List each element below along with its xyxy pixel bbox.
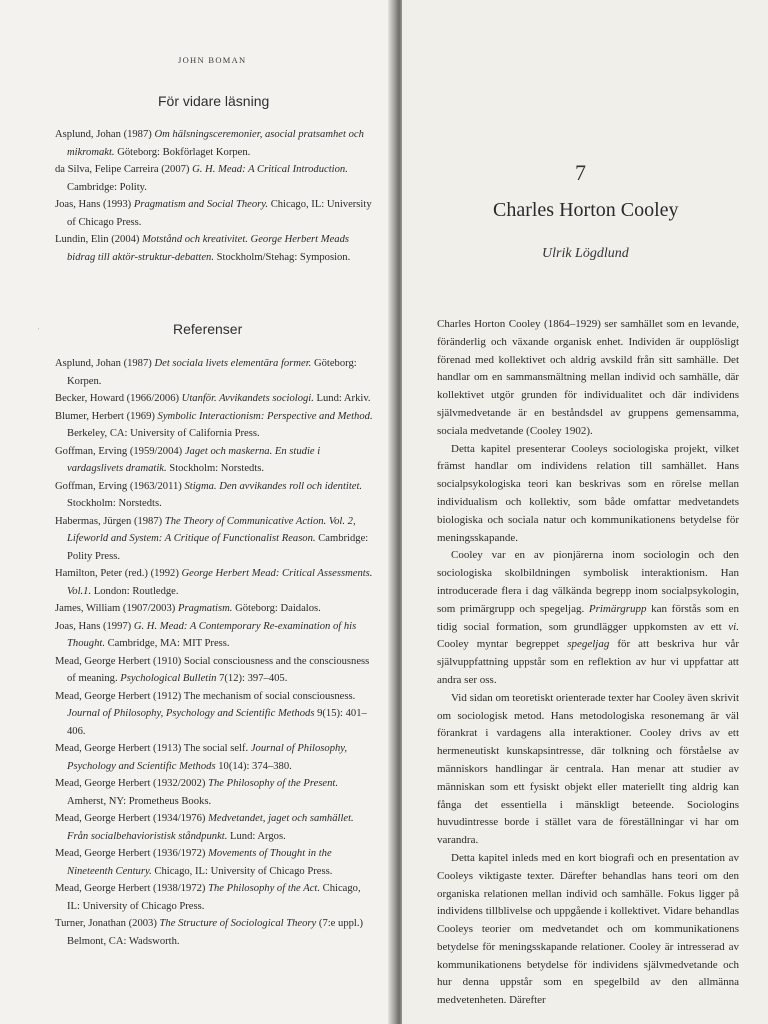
- entry-rest: 9(15): 401–406.: [67, 708, 367, 737]
- entry-rest: London: Routledge.: [91, 585, 179, 597]
- bibliography-entry: [55, 565, 375, 600]
- entry-title: The Theory of Communicative Action. Vol. 2, Lifeworld and System: A Critique of Functionalist Reason.: [67, 515, 356, 544]
- entry-title: Symbolic Interactionism: Perspective and Method.: [157, 410, 373, 422]
- entry-author: Mead, George Herbert (1912) The mechanism of social consciousness.: [55, 690, 356, 702]
- entry-title: Journal of Philosophy, Psychology and Scientific Methods: [67, 743, 348, 772]
- emphasis-term: vi.: [728, 620, 739, 633]
- entry-title: Om hälsningsceremonier, asocial pratsamhet och mikromakt.: [67, 129, 364, 158]
- body-paragraph: [437, 441, 739, 548]
- entry-author: Joas, Hans (1997): [55, 620, 134, 632]
- body-paragraph: [437, 547, 739, 689]
- entry-author: Joas, Hans (1993): [55, 199, 134, 210]
- entry-author: Mead, George Herbert (1913) The social self.: [55, 743, 251, 754]
- text-run: Detta kapitel inleds med en kort biografi och en presentation av Cooleys viktigaste texter. Därefter behandlas hans teori om den organiska relationen mellan individ och samhälle. Fokus ligger på individens tillblivelse och uppgående i kollektivet. Vidare behandlas Cooleys teorier om medvetandet och om kommunikationens betydelse för meningsskapande relationer. Cooley är intresserad av kommunikationens betydelse för individens självmedvetande och hur denna uppstår som en spegelbild av den allmänna medvetenheten. Därefter: [437, 851, 739, 1007]
- bibliography-entry: [55, 355, 375, 390]
- entry-author: Lundin, Elin (2004): [55, 234, 143, 245]
- entry-rest: Berkeley, CA: University of California Press.: [67, 428, 260, 439]
- emphasis-term: spegeljag: [567, 638, 610, 651]
- entry-author: da Silva, Felipe Carreira (2007): [55, 164, 193, 175]
- entry-rest: Cambridge: Polity.: [67, 181, 147, 193]
- chapter-title: Charles Horton Cooley: [493, 199, 679, 221]
- bibliography-entry: [55, 740, 375, 775]
- entry-author: James, William (1907/2003): [55, 603, 178, 614]
- entry-rest: Chicago, IL: University of Chicago Press.: [67, 199, 372, 228]
- entry-rest: Stockholm/Stehag: Symposion.: [214, 251, 351, 263]
- entry-author: Mead, George Herbert (1934/1976): [55, 813, 209, 824]
- entry-rest: 7(12): 397–405.: [216, 673, 288, 684]
- bibliography-entry: [55, 775, 375, 810]
- further-reading-list: [55, 126, 375, 266]
- entry-title: Motstånd och kreativitet. George Herbert Meads bidrag till aktör-struktur-debatten.: [67, 234, 350, 263]
- entry-author: Goffman, Erving (1963/2011): [55, 480, 185, 492]
- bibliography-entry: [55, 408, 375, 443]
- entry-title: Stigma. Den avvikandes roll och identitet.: [184, 480, 363, 492]
- text-run: Charles Horton Cooley (1864–1929) ser samhället som en levande, föränderlig och växande organisk enhet. Individen är oupplösligt förenad med kollektivet och aldrig avskild från sitt samhälle. Det handlar om en sammansmältning mellan individ och samhälle, där kollektivet utgör grunden för individualitet och där individens självmedvetande är en beståndsdel av gruppens gemensamma, sociala medvetande (Cooley 1902).: [437, 318, 739, 437]
- entry-title: Psychological Bulletin: [120, 673, 217, 684]
- entry-rest: Chicago, IL: University of Chicago Press.: [151, 865, 333, 877]
- chapter-author: Ulrik Lögdlund: [542, 246, 629, 261]
- entry-title: Jaget och maskerna. En studie i vardagslivets dramatik.: [67, 445, 321, 474]
- entry-author: Mead, George Herbert (1938/1972): [55, 883, 209, 894]
- entry-author: Habermas, Jürgen (1987): [55, 515, 165, 527]
- entry-rest: Stockholm: Norstedts.: [67, 498, 162, 509]
- bibliography-entry: [55, 810, 375, 845]
- entry-rest: Lund: Arkiv.: [313, 393, 371, 404]
- entry-title: Det sociala livets elementära former.: [154, 358, 312, 369]
- text-run: för att beskriva hur vår självuppfattning uppstår som en reflektion av hur vi uppfattar att andra ser oss.: [437, 638, 739, 686]
- bibliography-entry: [55, 513, 375, 566]
- entry-rest: Lund: Argos.: [227, 830, 286, 842]
- emphasis-term: Primärgrupp: [588, 602, 647, 615]
- text-run: Cooley myntar begreppet: [437, 638, 568, 651]
- entry-title: Utanför. Avvikandets sociologi.: [181, 393, 314, 404]
- body-paragraph: [437, 850, 739, 1010]
- bibliography-entry: [55, 618, 375, 653]
- entry-title: G. H. Mead: A Contemporary Re-examination of his Thought.: [67, 620, 357, 649]
- entry-author: Mead, George Herbert (1910) Social consciousness and the consciousness of meaning.: [55, 655, 370, 684]
- entry-title: The Structure of Sociological Theory: [159, 918, 317, 929]
- bibliography-entry: [55, 231, 375, 266]
- references-list: [55, 355, 375, 950]
- entry-title: Movements of Thought in the Nineteenth Century.: [67, 848, 332, 877]
- running-head: JOHN BOMAN: [178, 55, 247, 65]
- entry-author: Asplund, Johan (1987): [55, 358, 155, 369]
- body-paragraph: [437, 316, 739, 441]
- entry-rest: Cambridge: Polity Press.: [67, 533, 369, 562]
- bibliography-entry: [55, 161, 375, 196]
- further-reading-heading: För vidare läsning: [158, 93, 270, 109]
- entry-author: Goffman, Erving (1959/2004): [55, 445, 185, 457]
- entry-rest: Göteborg: Bokförlaget Korpen.: [114, 146, 251, 158]
- chapter-number: 7: [575, 160, 586, 185]
- entry-author: Turner, Jonathan (2003): [55, 918, 160, 929]
- entry-rest: Stockholm: Norstedts.: [166, 463, 265, 474]
- bibliography-entry: [55, 126, 375, 161]
- entry-title: Pragmatism and Social Theory.: [133, 199, 269, 210]
- bibliography-entry: [55, 880, 375, 915]
- entry-rest: Göteborg: Korpen.: [67, 358, 357, 387]
- bibliography-entry: [55, 845, 375, 880]
- body-paragraph: [437, 690, 739, 850]
- bibliography-entry: [55, 653, 375, 688]
- chapter-body: [437, 316, 739, 1010]
- bibliography-entry: [55, 478, 375, 513]
- entry-title: Medvetandet, jaget och samhället. Från socialbehavioristisk ståndpunkt.: [67, 813, 354, 842]
- entry-rest: Amherst, NY: Prometheus Books.: [67, 795, 212, 807]
- text-run: Vid sidan om teoretiskt orienterade texter har Cooley även skrivit om sociologisk metod. Hans metodologiska resonemang är väl förankrat i vardagens alla interaktioner. Cooley drivs av ett hermeneutiskt kunskapsintresse, där tolkning och förståelse av människors handlingar är centrala. Han menar att studier av människan som ett fysiskt objekt eller materiellt ting aldrig kan fånga det essentiella i mänskligt beteende. Sociologins huvudintresse borde i stället vara de föreställningar vi har om varandra.: [437, 691, 740, 847]
- entry-title: The Philosophy of the Act.: [208, 883, 320, 894]
- bibliography-entry: [55, 600, 375, 618]
- entry-author: Blumer, Herbert (1969): [55, 410, 158, 422]
- entry-title: The Philosophy of the Present.: [208, 778, 339, 789]
- entry-title: Journal of Philosophy, Psychology and Scientific Methods: [67, 708, 315, 719]
- bibliography-entry: [55, 196, 375, 231]
- left-page: JOHN BOMAN För vidare läsning Asplund, Johan (1987) Om hälsningsceremonier, asocial pratsamhet och mikromakt. Göteborg: Bokförlaget Korpen. da Silva, Felipe Carreira (2007) G. H. Mead: A Critical Introduction. Cambridge: Polity. Joas, Hans (1993) Pragmatism and Social Theory. Chicago, IL: University of Chicago Press. Lundin, Elin (2004) Motstånd och kreativitet. George Herbert Meads bidrag till aktör-struktur-debatten. Stockholm/Stehag: Symposion. ' Referenser Asplund, Johan (1987) Det sociala livets elementära former. Göteborg: Korpen. Becker, Howard (1966/2006) Utanför. Avvikandets sociologi. Lund: Arkiv. Blumer, Herbert (1969) Symbolic Interactionism: Perspective and Method. Berkeley, CA: University of California Press. Goffman, Erving (1959/2004) Jaget och maskerna. En studie i vardagslivets dramatik. Stockholm: Norstedts. Goffman, Erving (1963/2011) Stigma. Den avvikandes roll och identitet. Stockholm: Norstedts. Habermas, Jürgen (1987) The Theory of Communicative Action. Vol. 2, Lifeworld and System: A Critique of Functionalist Reason. Cambridge: Polity Press. Hamilton, Peter (red.) (1992) George Herbert Mead: Critical Assessments. Vol.1. London: Routledge. James, William (1907/2003) Pragmatism. Göteborg: Daidalos. Joas, Hans (1997) G. H. Mead: A Contemporary Re-examination of his Thought. Cambridge, MA: MIT Press. Mead, George Herbert (1910) Social consciousness and the consciousness of meaning. Psychological Bulletin 7(12): 397–405. Mead, George Herbert (1912) The mechanism of social consciousness. Journal of Philosophy, Psychology and Scientific Methods 9(15): 401–406. Mead, George Herbert (1913) The social self. Journal of Philosophy, Psychology and Scientific Methods 10(14): 374–380. Mead, George Herbert (1932/2002) The Philosophy of the Present. Amherst, NY: Prometheus Books. Mead, George Herbert (1934/1976) Medvetandet, jaget och samhället. Från socialbehavioristisk ståndpunkt. Lund: Argos. Mead, George Herbert (1936/1972) Movements of Thought in the Nineteenth Century. Chicago, IL: University of Chicago Press. Mead, George Herbert (1938/1972) The Philosophy of the Act. Chicago, IL: University of Chicago Press. Turner, Jonathan (2003) The Structure of Sociological Theory (7:e uppl.) Belmont, CA: Wadsworth.: [0, 0, 392, 1024]
- references-heading: Referenser: [173, 321, 243, 337]
- entry-rest: Göteborg: Daidalos.: [232, 603, 321, 614]
- entry-author: Becker, Howard (1966/2006): [55, 393, 182, 404]
- text-run: Cooley var en av pionjärerna inom sociologin och den sociologiska skolbildningen symbolisk interaktionism. Han introducerade flera i dag välkända begrepp inom socialpsykologin, som primärgrupp och spegeljag.: [437, 549, 739, 615]
- entry-rest: (7:e uppl.) Belmont, CA: Wadsworth.: [67, 918, 364, 947]
- text-run: Detta kapitel presenterar Cooleys sociologiska projekt, vilket främst handlar om individens relation till samhället. Hans socialpsykologiska teori kan beskrivas som en rörelse mellan individualism och kollektiv, som både omfattar medvetandets biologiska och sociala natur och kommunikationens betydelse för meningsskapande.: [437, 442, 739, 544]
- entry-author: Hamilton, Peter (red.) (1992): [55, 568, 182, 579]
- entry-rest: Chicago, IL: University of Chicago Press.: [67, 883, 361, 912]
- entry-rest: Cambridge, MA: MIT Press.: [104, 638, 230, 649]
- bibliography-entry: [55, 390, 375, 408]
- entry-title: Pragmatism.: [177, 603, 233, 614]
- bibliography-entry: [55, 915, 375, 950]
- bibliography-entry: [55, 443, 375, 478]
- entry-rest: 10(14): 374–380.: [215, 760, 292, 772]
- entry-author: Mead, George Herbert (1936/1972): [55, 848, 209, 859]
- text-run: kan förstås som en tidig social formation, som grundlägger uppkomsten av ett: [437, 602, 739, 633]
- entry-author: Asplund, Johan (1987): [55, 129, 155, 140]
- entry-title: G. H. Mead: A Critical Introduction.: [192, 164, 348, 175]
- bibliography-entry: [55, 688, 375, 741]
- entry-title: George Herbert Mead: Critical Assessments. Vol.1.: [67, 568, 373, 597]
- entry-author: Mead, George Herbert (1932/2002): [55, 778, 209, 789]
